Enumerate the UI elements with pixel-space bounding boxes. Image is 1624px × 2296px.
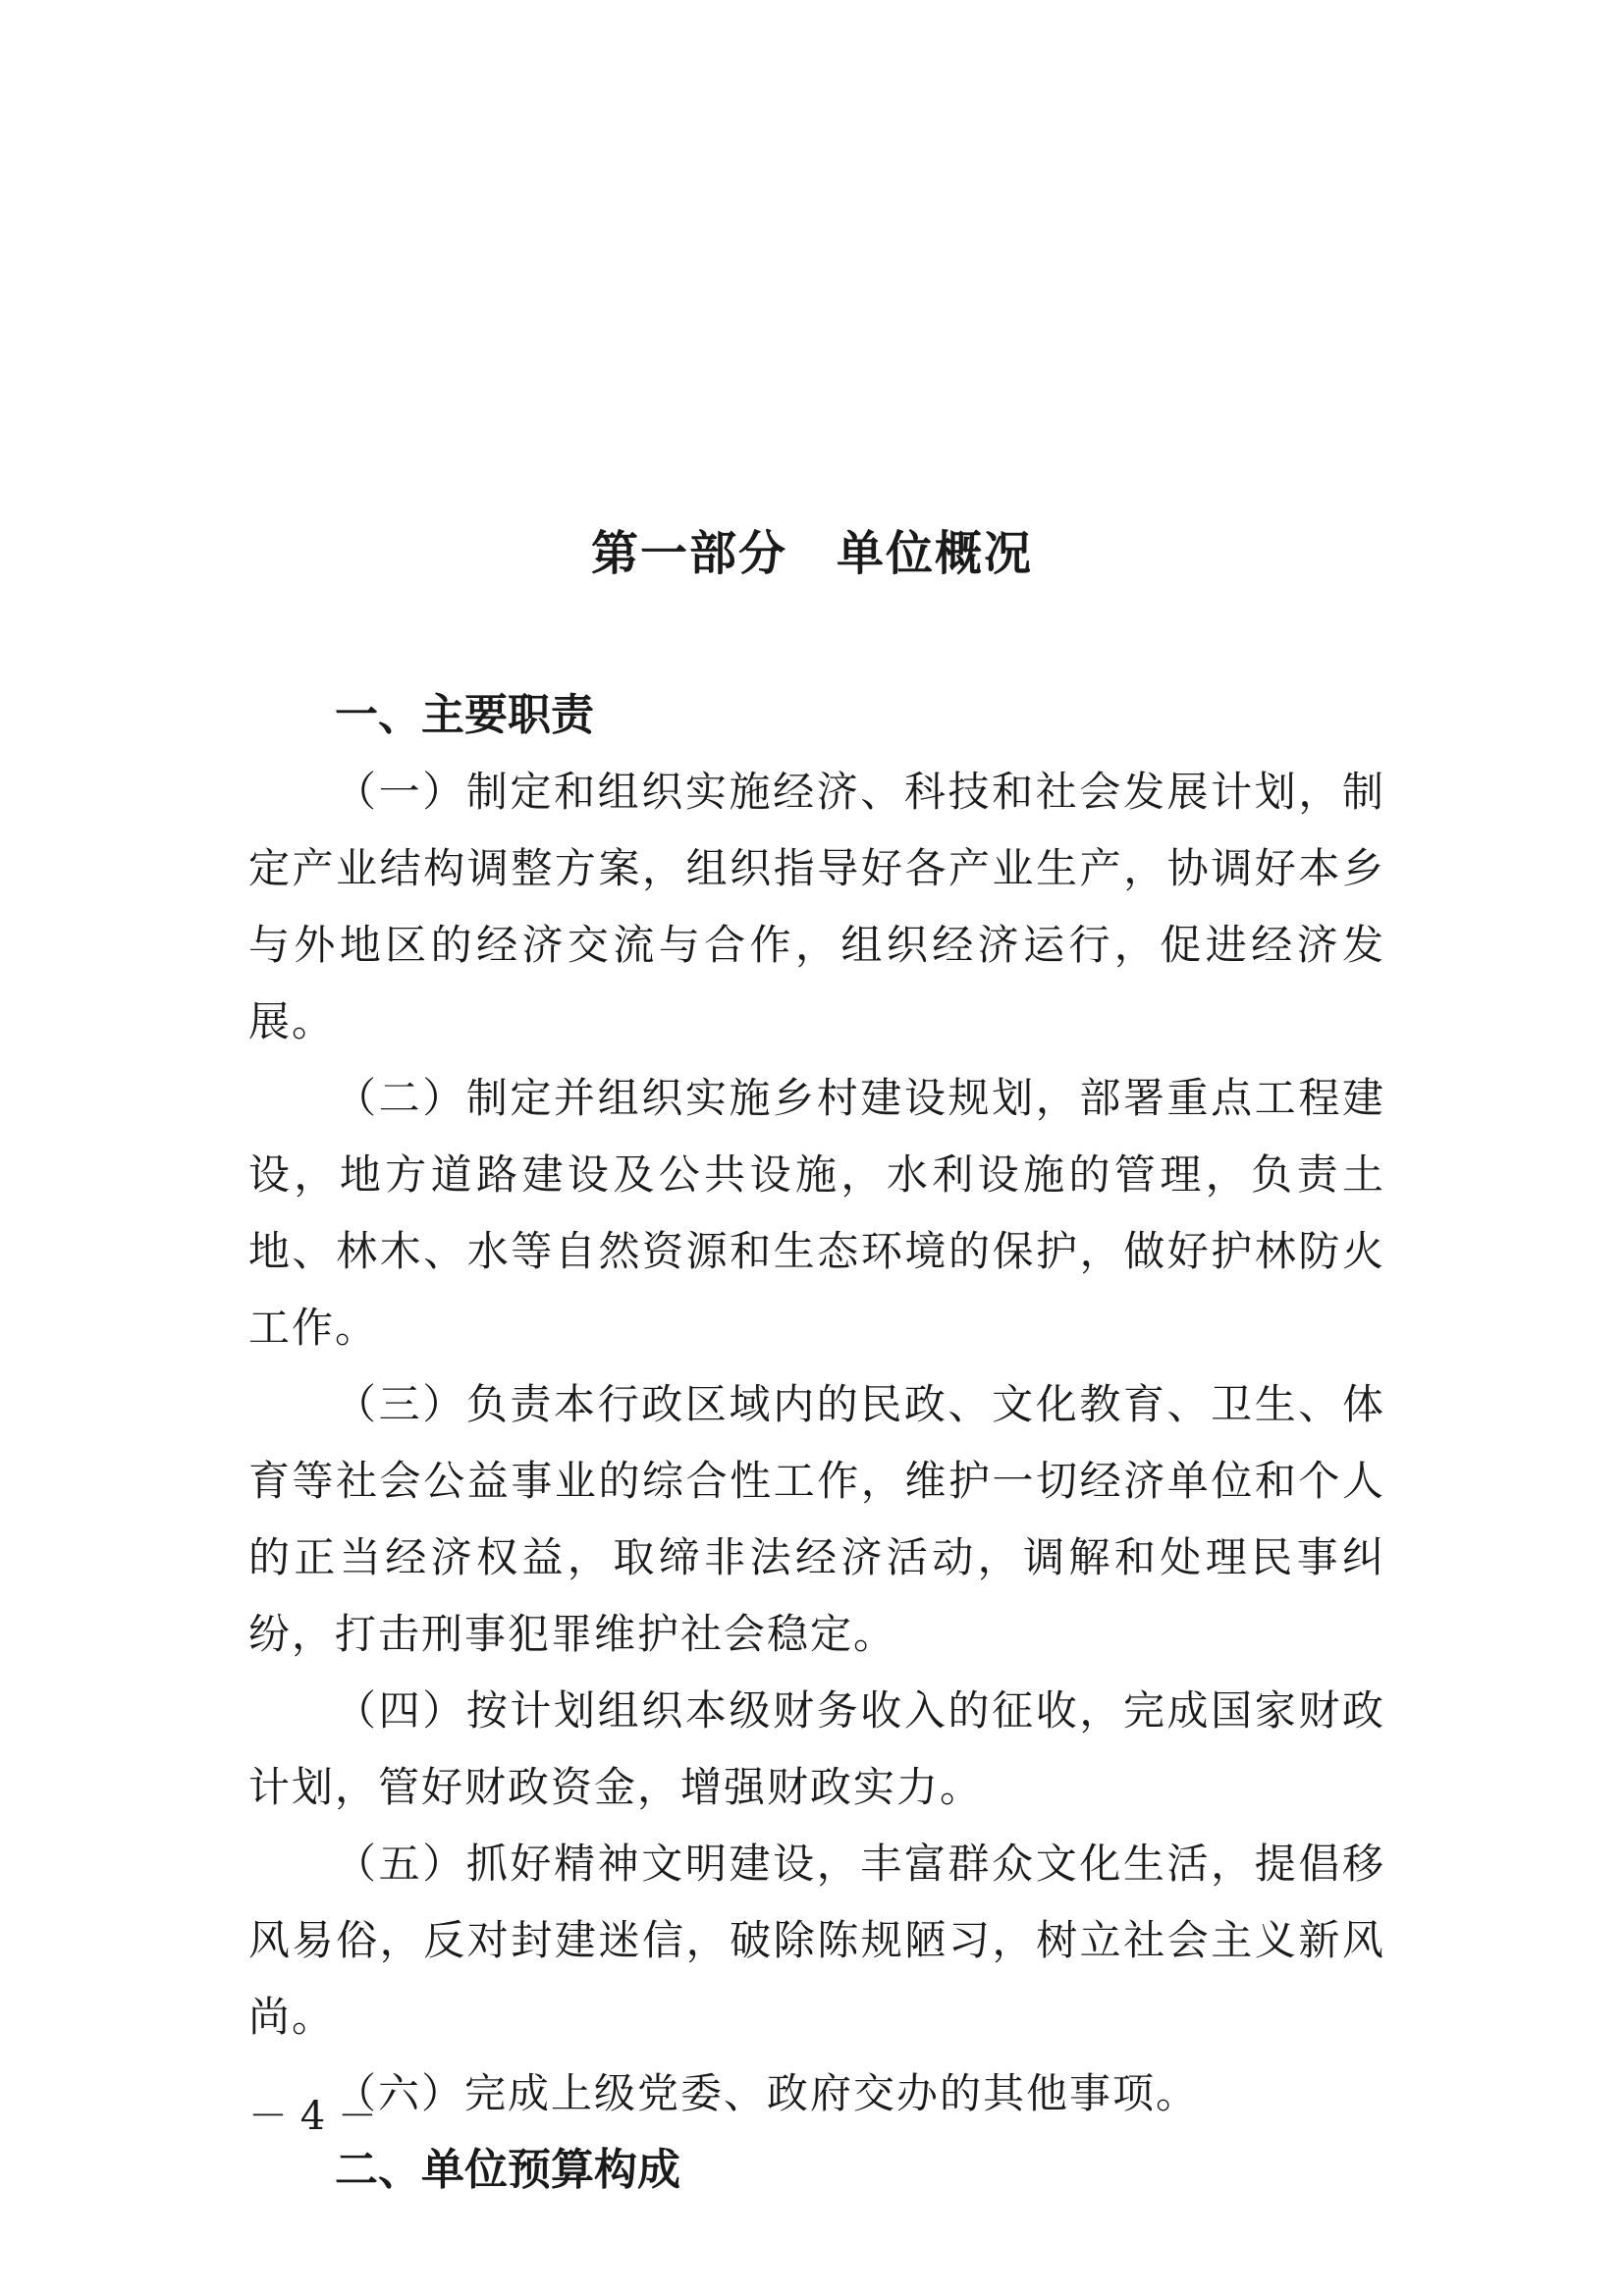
duty-paragraph-2: （二）制定并组织实施乡村建设规划，部署重点工程建设，地方道路建设及公共设施，水利设施的管理，负责土地、林木、水等自然资源和生态环境的保护，做好护林防火工作。 — [248, 1074, 1385, 1352]
page-title: 第一部分 单位概况 — [590, 526, 1033, 581]
duty-paragraph-1: （一）制定和组织实施经济、科技和社会发展计划，制定产业结构调整方案，组织指导好各产业生产，协调好本乡与外地区的经济交流与合作，组织经济运行，促进经济发展。 — [248, 768, 1385, 1045]
duty-paragraph-5: （五）抓好精神文明建设，丰富群众文化生活，提倡移风易俗，反对封建迷信，破除陈规陋习，树立社会主义新风尚。 — [248, 1840, 1385, 2041]
section-heading-budget-composition: 二、单位预算构成 — [335, 2145, 680, 2195]
page-number: － 4 － — [248, 2094, 377, 2139]
section-heading-main-duties: 一、主要职责 — [335, 690, 594, 740]
duty-paragraph-3: （三）负责本行政区域内的民政、文化教育、卫生、体育等社会公益事业的综合性工作，维护一切经济单位和个人的正当经济权益，取缔非法经济活动，调解和处理民事纠纷，打击刑事犯罪维护社会稳定。 — [248, 1380, 1385, 1658]
duty-paragraph-6: （六）完成上级党委、政府交办的其他事项。 — [335, 2069, 1200, 2117]
document-body — [248, 677, 1385, 2209]
duty-paragraph-4: （四）按计划组织本级财务收入的征收，完成国家财政计划，管好财政资金，增强财政实力。 — [248, 1686, 1385, 1811]
